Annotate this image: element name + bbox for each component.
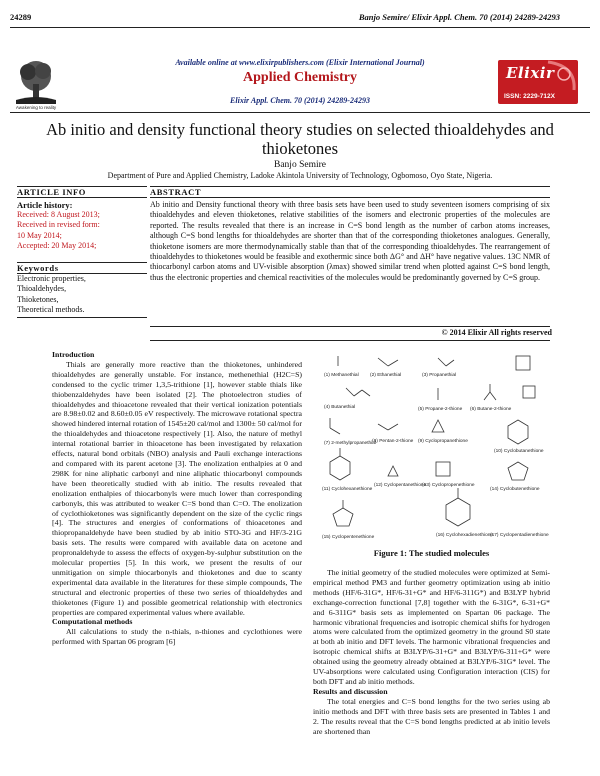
- keyword-item: Electronic properties,: [17, 274, 86, 283]
- article-info-heading: ARTICLE INFO: [17, 187, 87, 197]
- methods-paragraph: The initial geometry of the studied molecules were optimized at Semi-empirical method PM3 and further geometry optimization using ab initio methods (HF/6-31G*, HF/6-31+G* and HF/6-311G*) and B3LYP hybrid exchange-correction functional [7,8] together with the 6-31G*, 6-31+G* and 6-311G* basis sets as implemented on Spartan 06 package. The harmonic vibrational frequencies and isotropic chemical shifts for hydrogen atoms were calculated from the optimized geometry in the ground S0 state at both ab initio and DFT levels. The harmonic vibrational frequencies and isotropic chemical shifts at B3LYP/6-31+G* and B3LYP/6-311+G* were obtained using the geometry already obtained at B3LYP/6-31G* level. The UV-absorptions were calculated using Configuration interaction (CIS) for both DFT and ab initio methods.: [313, 568, 550, 686]
- article-info: [17, 186, 147, 251]
- elixir-badge: [498, 60, 578, 104]
- page-number: 24289: [10, 12, 32, 22]
- ring: [436, 462, 450, 476]
- bond: [378, 358, 388, 366]
- ring: [432, 420, 444, 432]
- ring: [523, 386, 535, 398]
- ring: [508, 462, 528, 480]
- journal-citation: Elixir Appl. Chem. 70 (2014) 24289-24293: [230, 96, 370, 105]
- badge-title: Elixir: [506, 64, 555, 82]
- history-line: Accepted: 20 May 2014;: [17, 240, 97, 250]
- bond: [484, 392, 496, 400]
- molecule-label: (10) Cyclobutanethione: [494, 449, 544, 454]
- keywords: [17, 262, 147, 318]
- intro-heading: Introduction: [52, 350, 95, 359]
- ring: [330, 456, 350, 480]
- affiliation: Department of Pure and Applied Chemistry, Ladoke Akintola University of Technology, Ogbomoso, Oyo State, Nigeria.: [107, 171, 493, 180]
- keywords-bottom-rule: [17, 317, 147, 318]
- molecule-label: (4) Butanethial: [324, 405, 356, 410]
- abstract-rule: [150, 197, 550, 198]
- history-line: Received in revised form:: [17, 220, 100, 230]
- journal-reference: Banjo Semire/ Elixir Appl. Chem. 70 (2014) 24289-24293: [358, 12, 560, 22]
- computational-heading: Computational methods: [52, 617, 133, 627]
- keyword-item: Thioaldehydes,: [17, 284, 67, 294]
- bond: [378, 424, 388, 430]
- abstract: [150, 186, 550, 283]
- right-column: [313, 568, 550, 736]
- left-column: [52, 350, 302, 647]
- article-info-rule: [17, 197, 147, 198]
- ring: [516, 356, 530, 370]
- molecule-label: (7) 2-methylpropanethial: [324, 441, 376, 446]
- article-history-label: Article history:: [17, 200, 73, 210]
- masthead-rule: [10, 112, 590, 113]
- abstract-bottom-rule: [150, 326, 550, 327]
- results-heading: Results and discussion: [313, 686, 388, 696]
- molecule-label: (12) Cyclopentanethione: [374, 483, 427, 488]
- intro-text: Thials are generally more reactive than the thioketones, unhindered thioaldehydes are generally unstable. For instance, methenethial (H2C=S) condensed to the cyclic trimer 1,3,5-trithione [1], however stable thials like thiobenzaldehydes have been isolated [2]. The photoelectron studies of thioaldehydes and thioacetone revealed that their vertical ionization potentials are 8.98±0.02 and 8.60±0.05 eV respectively. The microwave rotational spectra showed hindered internal rotation of 1545±20 cal/mol and 1300± 50 cal/mol for the thioaldehydes and thioacetone respectively [1]. Also, the nature of methyl internal rotational barrier in thioacetone has been investigated by relaxation effects, natural bond orbitals (NBO) analysis and Pauli exchange interactions and compared with its parent acetone [3]. The enolization enthalpies at 0 and 298K for nine aliphatic carbonyl and nine aliphatic thiocarbonyl compounds have been theoretically studied with ab initio. The results revealed that enolization enthalpies of thiocarbonyls were much lower than corresponding carbonyls, this was attributed to weaker C=S bond than C=O. The enolization of cyclothioketones was significantly dependent on the size of the cyclic rings [4]. The structures and energies of conformations of thioacetones and thiopropanaldehyde have been studied by ab initio STO-3G and HF/3-21G basis sets. The results were compared with available data on acetone and propronaldehyde to assess the effects of oxygen-by-sulphur substitution on the molecular properties [5]. In this work, we present the results of our unmitigation on simple thiocarbonyls and thioketones and due to scanty experimental data available in the literatures for these simple compounds, The structural and electronic properties of these two series of thioaldehydes and thioketones (Figure 1) and possible geometrical relationship with electronics properties are compared experimental values where available.: [52, 359, 302, 617]
- history-line: 10 May 2014;: [17, 230, 62, 240]
- abstract-heading: ABSTRACT: [150, 187, 202, 197]
- results-paragraph: The total energies and C=S bond lengths for the two series using ab initio methods and DFT with three basis sets are presented in Tables 1 and 2. The results reveal that the C=S bond lengths predicted at ab initio levels are shortened than: [313, 696, 550, 736]
- running-header: [10, 12, 590, 26]
- molecule-label: (3) Propanethial: [422, 373, 457, 378]
- bond: [330, 428, 340, 434]
- author: Banjo Semire: [274, 160, 326, 170]
- bond: [446, 360, 454, 366]
- molecule-label: (16) Cyclohexadienethione: [436, 533, 494, 538]
- molecule-label: (6) Butane-2-thione: [470, 407, 512, 412]
- header-rule: [10, 27, 590, 28]
- molecule-label: (5) Propane-2-thione: [418, 407, 463, 412]
- molecule-label: (15) Cyclopentenethione: [322, 535, 375, 540]
- bond: [354, 390, 362, 396]
- keyword-item: Thioketones,: [17, 294, 59, 304]
- ring: [508, 420, 528, 444]
- molecule-label: (9) Cyclopropanethione: [418, 439, 468, 444]
- article-title: Ab initio and density functional theory studies on selected thioaldehydes and thioketones: [46, 120, 554, 158]
- molecule-label: (13) Cyclopropenethione: [422, 483, 475, 488]
- journal-name: Applied Chemistry: [243, 70, 357, 85]
- bond: [346, 388, 354, 396]
- available-online: Available online at www.elixirpublishers.com (Elixir International Journal): [175, 58, 425, 67]
- ring: [333, 508, 353, 526]
- keyword-item: Theoretical methods.: [17, 304, 85, 314]
- copyright: © 2014 Elixir All rights reserved: [441, 328, 552, 337]
- molecule-label: (8) Pentan-2-thione: [372, 439, 414, 444]
- figure-caption: Figure 1: The studied molecules: [373, 548, 490, 558]
- bond: [438, 358, 446, 366]
- molecule-label: (11) Cyclohexanethione: [322, 487, 373, 492]
- ring: [446, 498, 470, 526]
- molecule-label: (2) Ethanethial: [370, 373, 402, 378]
- abstract-text: Ab initio and Density functional theory with three basis sets have been used to study seventeen isomers comprising of six thioaldehydes and eleven thioketones, relative stabilities of the isomers and electronic properties of the molecules are reported. The results revealed that there is an increase in C=S bond length as the number of carbon atoms increases, although C=S bond lengths for thioaldehydes are shorter than that of the corresponding thioketones analogues. Generally, thioketone isomers are more thermodynamically stable than that of the corresponding thioaldehydes. The rearrangement of thioaldehydes to thioketones would be feasible and exothermic since both ΔG° and ΔH° have negative values. 13C NMR of thiocarbonyl carbon atoms and UV-visible absorption (λmax) showed similar trend when plotted against C=S bond length, thus the electronic properties and chemical reactivities of the molecules would be predominantly governed by C=S group.: [150, 200, 550, 282]
- molecule-label: (17) Cyclopentadienethione: [490, 533, 549, 538]
- computational-text: All calculations to study the n-thials, n-thiones and cyclothiones were performed with Spartan 06 program [6]: [52, 627, 302, 647]
- bond: [388, 424, 398, 430]
- studied-molecules-figure: [318, 348, 550, 544]
- history-line: Received: 8 August 2013;: [17, 210, 100, 219]
- copyright-rule: [150, 340, 550, 341]
- keywords-heading: Keywords: [17, 263, 59, 273]
- badge-issn: ISSN: 2229-712X: [504, 93, 555, 100]
- ring: [388, 466, 398, 476]
- bond: [388, 360, 398, 366]
- molecule-label: (1) Methanethial: [324, 373, 359, 378]
- molecule-label: (14) Cyclobutenethione: [490, 487, 540, 492]
- bond: [362, 390, 370, 396]
- logo-caption: Awakening to reality: [15, 105, 57, 110]
